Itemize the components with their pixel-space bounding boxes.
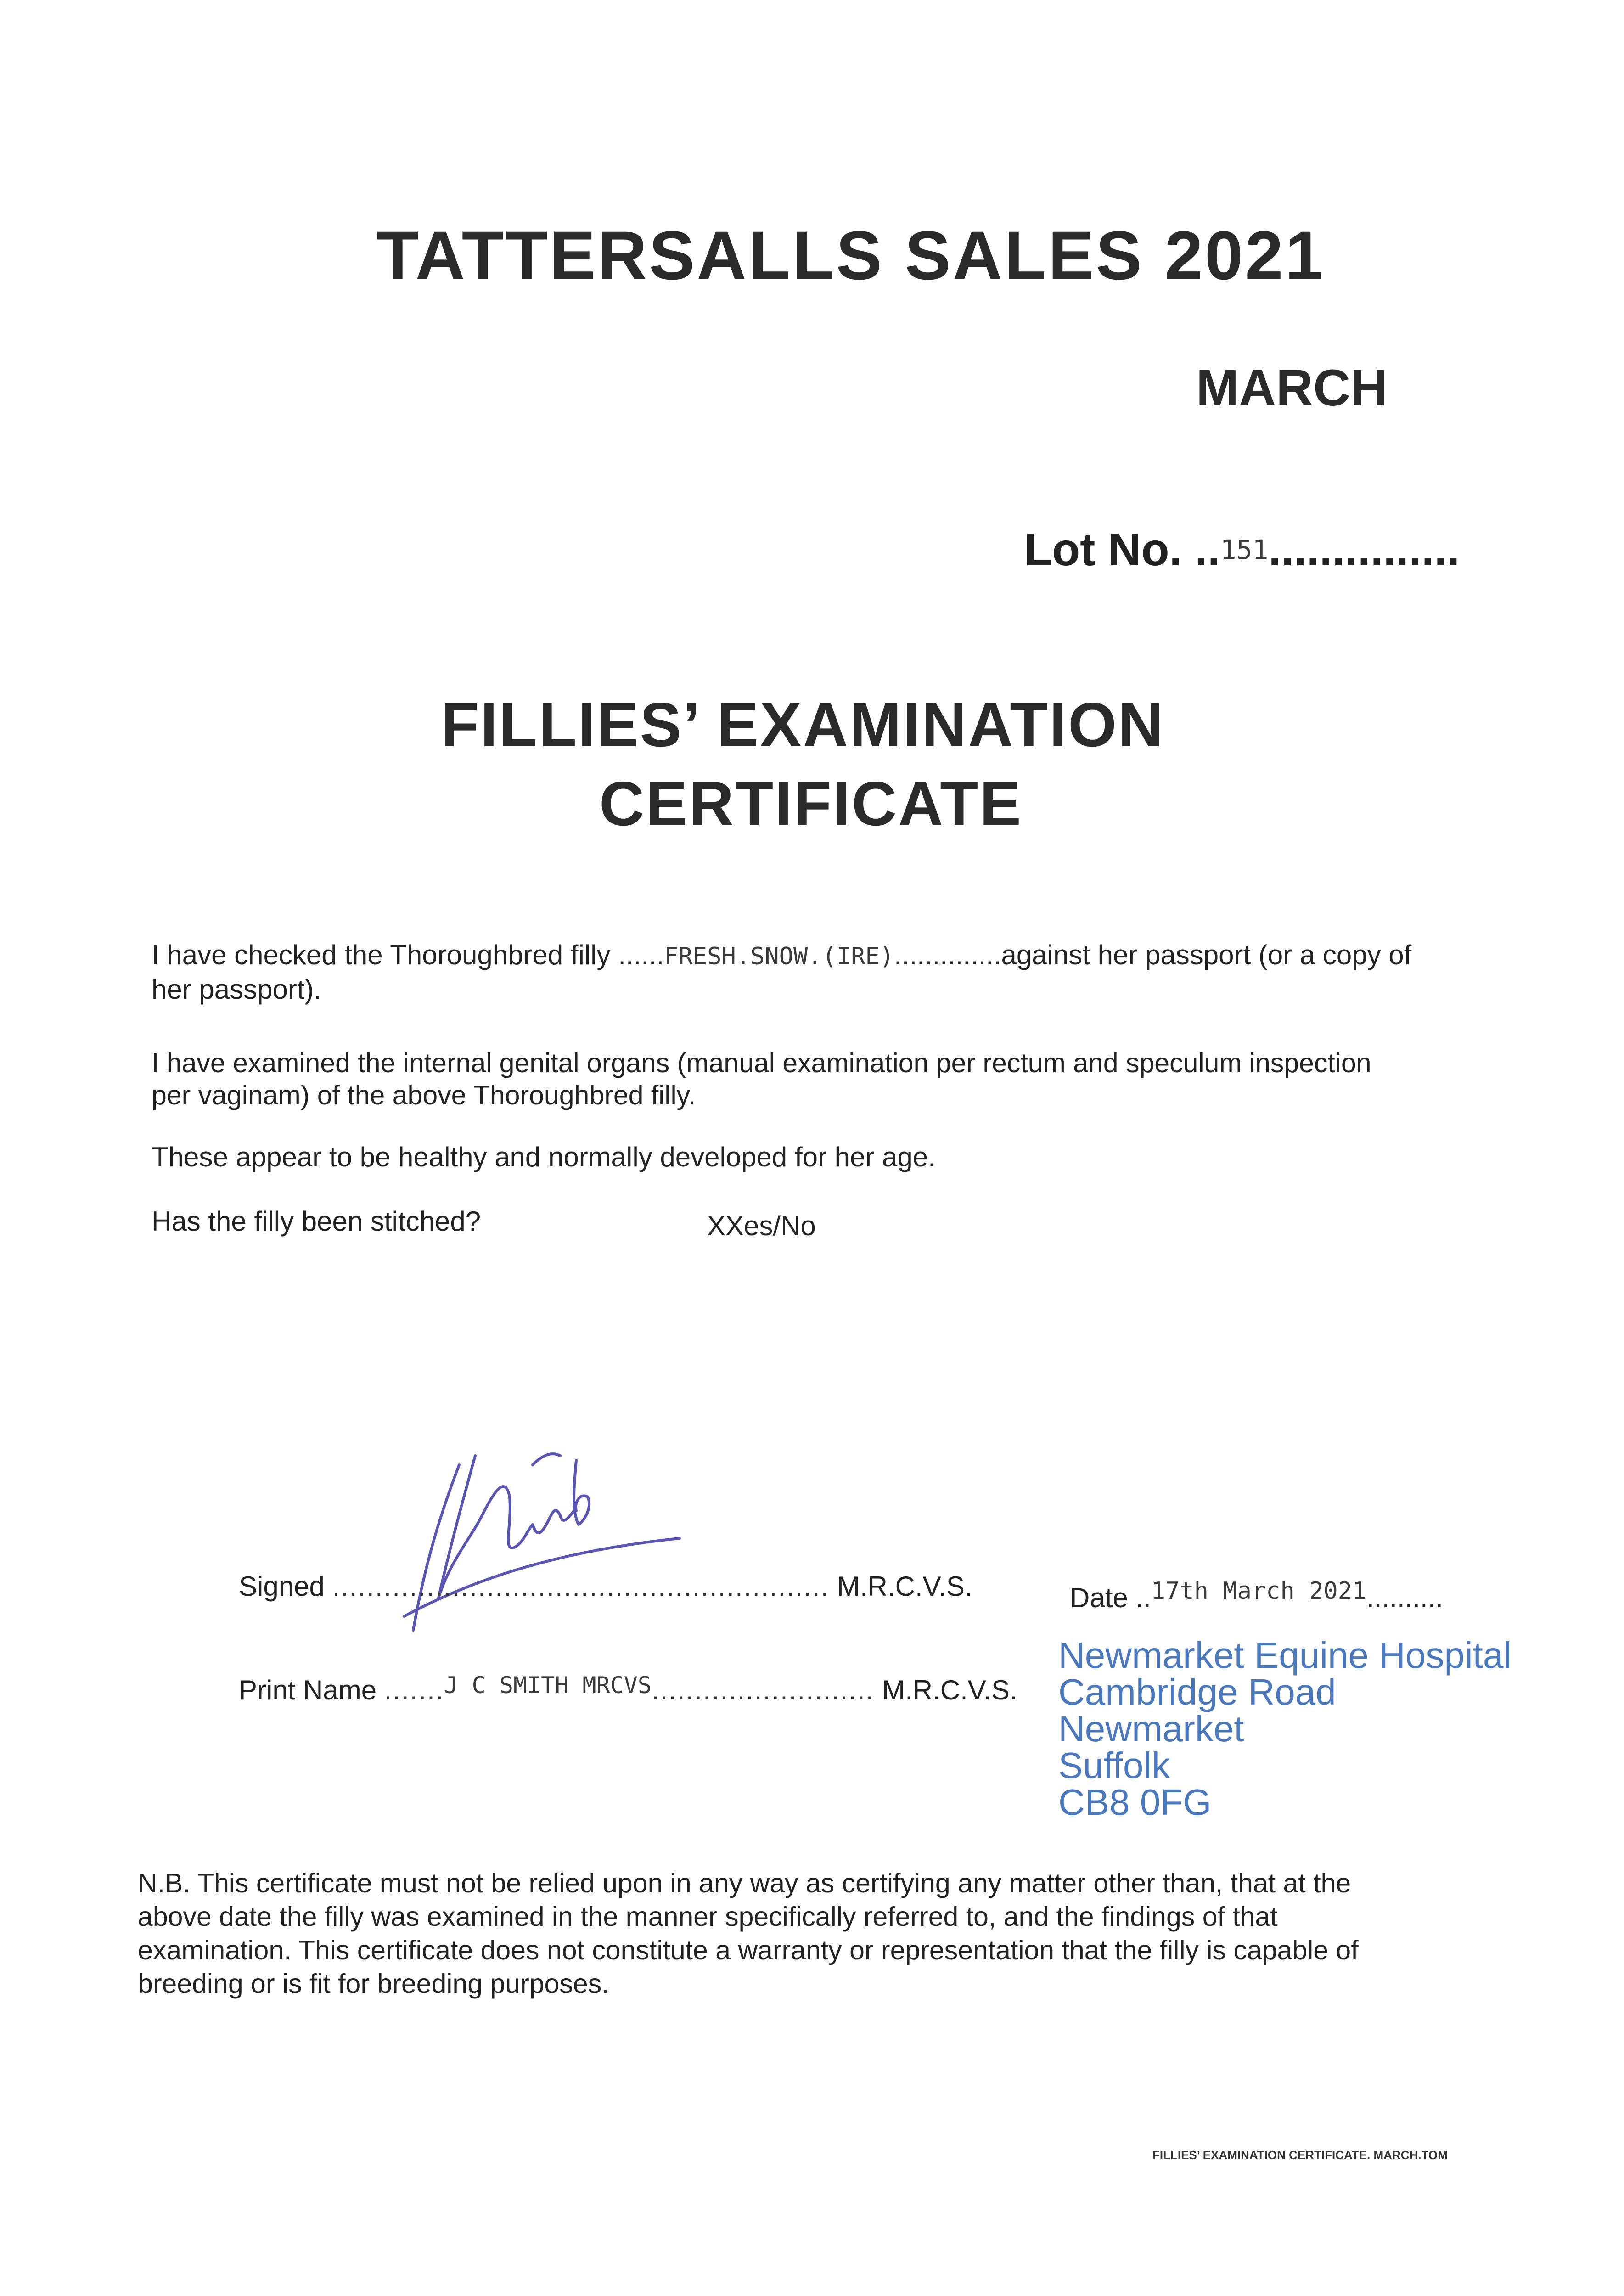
filly-check-line1: [152, 939, 1411, 973]
hospital-stamp: [1058, 1637, 1512, 1821]
print-suffix-dots: ..........................: [652, 1675, 875, 1705]
document-title: TATTERSALLS SALES 2021: [376, 217, 1326, 294]
certificate-title-line1: FILLIES’ EXAMINATION: [441, 690, 1165, 760]
note-line-2: above date the filly was examined in the manner specifically referred to, and the findings of that: [138, 1902, 1278, 1932]
date-dots: ..........: [1366, 1582, 1444, 1613]
signed-label: Signed: [239, 1571, 325, 1602]
note-line-1: N.B. This certificate must not be relied upon in any way as certifying any matter other than, that at the: [138, 1868, 1351, 1898]
lot-dots: ...............: [1268, 524, 1460, 575]
stamp-line-4: Suffolk: [1058, 1745, 1170, 1786]
date-row: [1070, 1575, 1443, 1614]
mrcvs-label-1: M.R.C.V.S.: [837, 1571, 972, 1602]
date-value: 17th March 2021: [1151, 1577, 1367, 1605]
print-name-row: [239, 1669, 1017, 1706]
health-statement: These appear to be healthy and normally developed for her age.: [152, 1142, 936, 1172]
disclaimer-note: [138, 1867, 1359, 2001]
note-line-3: examination. This certificate does not constitute a warranty or representation that the filly is capable of: [138, 1935, 1359, 1965]
stamp-line-5: CB8 0FG: [1058, 1782, 1212, 1823]
stitched-answer: XXes/No: [707, 1210, 816, 1241]
examination-line1: I have examined the internal genital organs (manual examination per rectum and speculum inspection: [152, 1048, 1371, 1078]
stitched-question: Has the filly been stitched?: [152, 1206, 481, 1237]
filly-check-suffix: ..............against her passport (or a copy of: [894, 940, 1412, 970]
mrcvs-label-2: M.R.C.V.S.: [882, 1675, 1017, 1705]
lot-number: [1024, 523, 1460, 576]
print-prefix-dots: .......: [384, 1675, 444, 1705]
stamp-line-2: Cambridge Road: [1058, 1671, 1336, 1712]
lot-value: 151: [1220, 534, 1269, 565]
stamp-line-3: Newmarket: [1058, 1708, 1244, 1749]
print-name-value: J C SMITH MRCVS: [444, 1672, 652, 1699]
lot-label: Lot No. ..: [1024, 524, 1220, 575]
certificate-title-line2: CERTIFICATE: [599, 769, 1023, 838]
sale-month: MARCH: [1196, 359, 1388, 416]
signed-dots: ..........................................................: [332, 1571, 830, 1602]
handwritten-signature: [395, 1446, 698, 1639]
date-label: Date ..: [1070, 1582, 1151, 1613]
stamp-line-1: Newmarket Equine Hospital: [1058, 1635, 1512, 1676]
note-line-4: breeding or is fit for breeding purposes.: [138, 1969, 609, 1999]
filly-check-prefix: I have checked the Thoroughbred filly ......: [152, 940, 664, 970]
signed-row: [239, 1570, 972, 1603]
examination-line2: per vaginam) of the above Thoroughbred filly.: [152, 1080, 696, 1110]
filly-name: FRESH.SNOW.(IRE): [664, 943, 894, 970]
print-name-label: Print Name: [239, 1675, 377, 1705]
footer-reference: FILLIES’ EXAMINATION CERTIFICATE. MARCH.TOM: [1152, 2148, 1448, 2162]
filly-check-line2: her passport).: [152, 974, 322, 1005]
